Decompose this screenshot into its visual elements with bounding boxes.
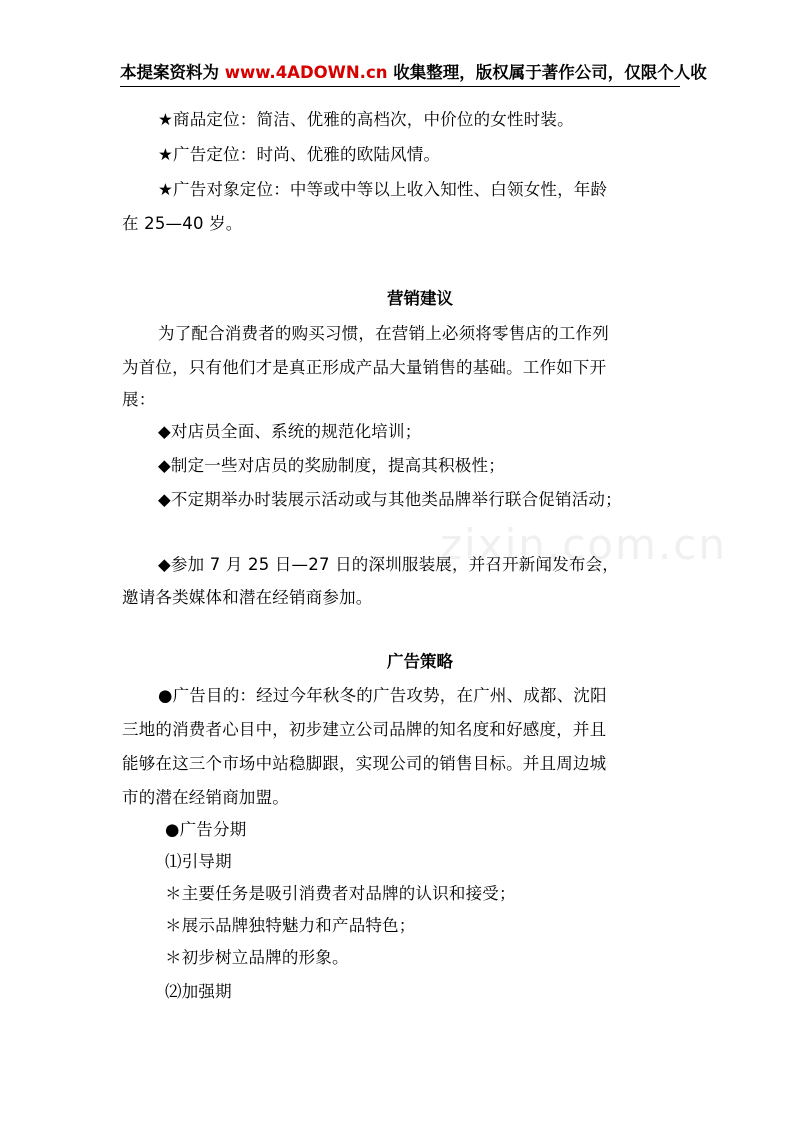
marketing-intro-line: 展： (122, 390, 156, 409)
marketing-intro-line: 为了配合消费者的购买习惯，在营销上必须将零售店的工作列 (158, 324, 609, 343)
phase1-title: ⑴引导期 (165, 852, 232, 871)
ad-goal-line: 市的潜在经销商加盟。 (122, 788, 289, 807)
ad-phases-title: ●广告分期 (165, 820, 247, 839)
ad-goal-line: ●广告目的：经过今年秋冬的广告攻势，在广州、成都、沈阳 (158, 686, 607, 705)
marketing-item: ◆制定一些对店员的奖励制度，提高其积极性； (158, 456, 505, 475)
phase1-item: ＊初步树立品牌的形象。 (165, 948, 349, 967)
phase1-item: ＊主要任务是吸引消费者对品牌的认识和接受； (165, 884, 516, 903)
ad-strategy-heading: 广告策略 (387, 652, 453, 671)
header-rule (120, 86, 680, 87)
audience-positioning: ★广告对象定位：中等或中等以上收入知性、白领女性，年龄 (158, 180, 608, 199)
marketing-heading: 营销建议 (387, 289, 453, 308)
phase1-item: ＊展示品牌独特魅力和产品特色； (165, 916, 416, 935)
marketing-item: ◆对店员全面、系统的规范化培训； (158, 422, 422, 441)
marketing-intro-line: 为首位，只有他们才是真正形成产品大量销售的基础。工作如下开 (122, 358, 607, 377)
ad-positioning: ★广告定位：时尚、优雅的欧陆风情。 (158, 145, 441, 164)
watermark: zixin.com.cn (440, 520, 727, 569)
expo-item: ◆参加 7 月 25 日—27 日的深圳服装展，并召开新闻发布会， (158, 555, 620, 574)
expo-item-cont: 邀请各类媒体和潜在经销商参加。 (122, 588, 373, 607)
phase2-title: ⑵加强期 (165, 982, 232, 1001)
page-header (120, 60, 800, 86)
ad-goal-line: 三地的消费者心目中，初步建立公司品牌的知名度和好感度，并且 (122, 720, 607, 739)
ad-goal-line: 能够在这三个市场中站稳脚跟，实现公司的销售目标。并且周边城 (122, 754, 607, 773)
marketing-item: ◆不定期举办时装展示活动或与其他类品牌举行联合促销活动； (158, 490, 622, 509)
audience-positioning-cont: 在 25—40 岁。 (122, 214, 243, 233)
header-suffix: 收集整理，版权属于著作公司，仅限个人收 (387, 63, 707, 82)
header-url[interactable]: www.4ADOWN.cn (224, 63, 388, 82)
header-prefix: 本提案资料为 (120, 63, 225, 82)
product-positioning: ★商品定位：简洁、优雅的高档次，中价位的女性时装。 (158, 110, 574, 129)
